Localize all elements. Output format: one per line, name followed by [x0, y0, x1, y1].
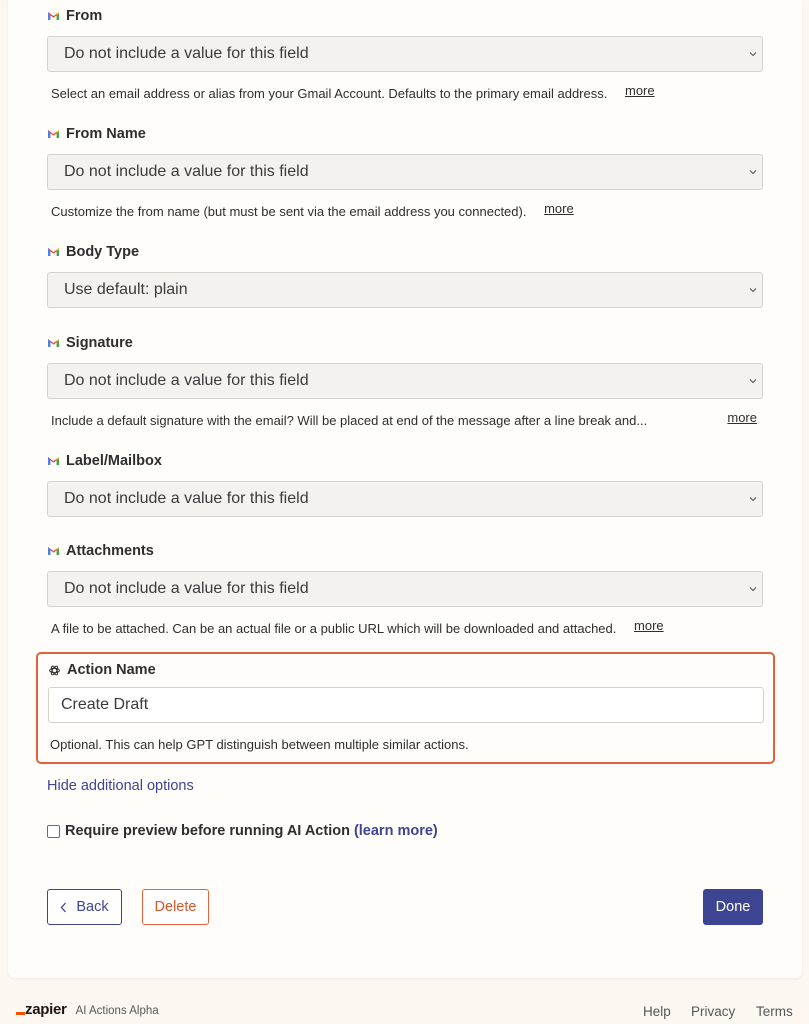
footer-link-privacy[interactable]: Privacy — [691, 1004, 736, 1019]
logo-wordmark: zapier — [25, 1001, 67, 1018]
more-link[interactable]: more — [634, 618, 664, 633]
field-help-text: Customize the from name (but must be sent via the email address you connected). — [51, 204, 527, 219]
signature-select[interactable] — [47, 363, 763, 399]
chevron-left-icon — [60, 902, 67, 913]
field-label: Body Type — [66, 244, 140, 260]
field-body-type — [47, 242, 763, 308]
chevron-down-icon — [749, 495, 757, 503]
action-name-help: Optional. This can help GPT distinguish between multiple similar actions. — [50, 737, 469, 752]
gmail-icon — [47, 338, 60, 348]
field-from — [47, 6, 763, 102]
field-label: Signature — [66, 335, 133, 351]
action-name-label: Action Name — [67, 662, 156, 678]
zapier-logo[interactable] — [16, 1001, 67, 1018]
learn-more-link[interactable]: (learn more) — [353, 823, 438, 839]
openai-icon — [48, 664, 61, 677]
require-preview-row — [47, 823, 438, 839]
body-type-select[interactable] — [47, 272, 763, 308]
from-select[interactable] — [47, 36, 763, 72]
chevron-down-icon — [749, 168, 757, 176]
action-name-section — [36, 652, 775, 764]
back-button-label: Back — [76, 899, 109, 915]
select-value: Do not include a value for this field — [64, 163, 309, 180]
gmail-icon — [47, 456, 60, 466]
field-label: Label/Mailbox — [66, 453, 162, 469]
hide-additional-options-link[interactable]: Hide additional options — [47, 778, 194, 794]
chevron-down-icon — [749, 377, 757, 385]
more-link[interactable]: more — [624, 83, 655, 98]
field-from-name — [47, 124, 763, 220]
label-mailbox-select[interactable] — [47, 481, 763, 517]
select-value: Do not include a value for this field — [64, 490, 309, 507]
field-help-text: Include a default signature with the email? Will be placed at end of the message after a line break and... — [51, 413, 648, 428]
select-value: Do not include a value for this field — [64, 45, 309, 62]
action-name-input[interactable] — [48, 687, 764, 723]
select-value: Do not include a value for this field — [64, 372, 309, 389]
select-value: Use default: plain — [64, 281, 188, 298]
product-name: AI Actions Alpha — [75, 1005, 159, 1017]
field-signature — [47, 333, 763, 429]
gmail-icon — [47, 247, 60, 257]
chevron-down-icon — [749, 50, 757, 58]
field-label: From Name — [66, 126, 146, 142]
gmail-icon — [47, 129, 60, 139]
footer-link-help[interactable]: Help — [643, 1004, 671, 1019]
require-preview-label[interactable]: Require preview before running AI Action — [65, 823, 350, 839]
attachments-select[interactable] — [47, 571, 763, 607]
more-link[interactable]: more — [544, 201, 574, 216]
chevron-down-icon — [749, 585, 757, 593]
field-attachments — [47, 541, 763, 637]
chevron-down-icon — [749, 286, 757, 294]
logo-dash — [16, 1012, 25, 1015]
from-name-select[interactable] — [47, 154, 763, 190]
gmail-icon — [47, 546, 60, 556]
gmail-icon — [47, 11, 60, 21]
field-help-text: A file to be attached. Can be an actual file or a public URL which will be downloaded and attached. — [51, 621, 617, 636]
more-link[interactable]: more — [727, 410, 757, 425]
footer-brand — [16, 1001, 159, 1018]
done-button[interactable]: Done — [703, 889, 763, 925]
field-label: From — [66, 8, 103, 24]
select-value: Do not include a value for this field — [64, 580, 309, 597]
field-help-text: Select an email address or alias from your Gmail Account. Defaults to the primary email address. — [51, 86, 608, 101]
require-preview-checkbox[interactable] — [47, 825, 60, 838]
field-label: Attachments — [66, 543, 154, 559]
delete-button[interactable]: Delete — [142, 889, 209, 925]
back-button[interactable] — [47, 889, 122, 925]
footer-link-terms[interactable]: Terms — [756, 1004, 793, 1019]
field-label-mailbox — [47, 451, 763, 517]
